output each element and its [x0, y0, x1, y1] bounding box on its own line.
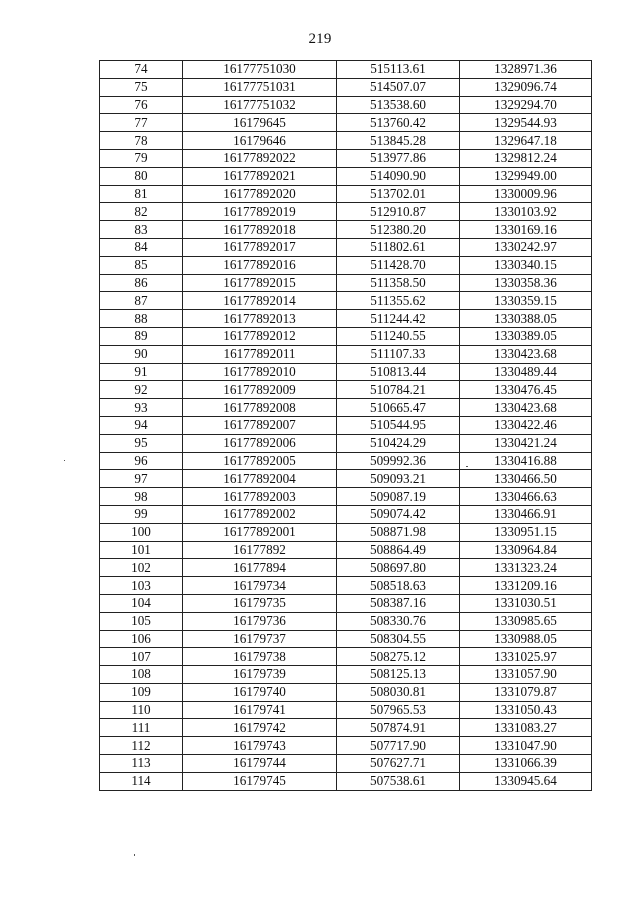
table-row	[100, 132, 592, 150]
row-number-cell: 104	[100, 594, 183, 612]
table-row	[100, 274, 592, 292]
y-coordinate-cell: 1328971.36	[460, 61, 592, 79]
table-row	[100, 149, 592, 167]
y-coordinate-cell: 1330489.44	[460, 363, 592, 381]
x-coordinate-cell: 508330.76	[337, 612, 460, 630]
row-number-cell: 89	[100, 327, 183, 345]
table-row	[100, 238, 592, 256]
row-number-cell: 96	[100, 452, 183, 470]
row-number-cell: 78	[100, 132, 183, 150]
row-number-cell: 85	[100, 256, 183, 274]
x-coordinate-cell: 507627.71	[337, 755, 460, 773]
row-number-cell: 97	[100, 470, 183, 488]
y-coordinate-cell: 1331047.90	[460, 737, 592, 755]
table-row	[100, 505, 592, 523]
x-coordinate-cell: 507965.53	[337, 701, 460, 719]
row-number-cell: 93	[100, 399, 183, 417]
x-coordinate-cell: 513977.86	[337, 149, 460, 167]
point-id-cell: 16179738	[183, 648, 337, 666]
table-row	[100, 772, 592, 790]
table-row	[100, 541, 592, 559]
y-coordinate-cell: 1330009.96	[460, 185, 592, 203]
row-number-cell: 90	[100, 345, 183, 363]
x-coordinate-cell: 514090.90	[337, 167, 460, 185]
row-number-cell: 74	[100, 61, 183, 79]
table-row	[100, 523, 592, 541]
row-number-cell: 92	[100, 381, 183, 399]
point-id-cell: 16177892007	[183, 416, 337, 434]
x-coordinate-cell: 510813.44	[337, 363, 460, 381]
point-id-cell: 16179737	[183, 630, 337, 648]
point-id-cell: 16177894	[183, 559, 337, 577]
x-coordinate-cell: 513760.42	[337, 114, 460, 132]
table-row	[100, 594, 592, 612]
table-row	[100, 630, 592, 648]
x-coordinate-cell: 514507.07	[337, 78, 460, 96]
row-number-cell: 101	[100, 541, 183, 559]
table-row	[100, 577, 592, 595]
point-id-cell: 16179742	[183, 719, 337, 737]
x-coordinate-cell: 511802.61	[337, 238, 460, 256]
x-coordinate-cell: 509992.36	[337, 452, 460, 470]
table-row	[100, 78, 592, 96]
table-row	[100, 327, 592, 345]
row-number-cell: 111	[100, 719, 183, 737]
x-coordinate-cell: 508125.13	[337, 666, 460, 684]
table-row	[100, 221, 592, 239]
y-coordinate-cell: 1330964.84	[460, 541, 592, 559]
y-coordinate-cell: 1330340.15	[460, 256, 592, 274]
y-coordinate-cell: 1330169.16	[460, 221, 592, 239]
row-number-cell: 82	[100, 203, 183, 221]
x-coordinate-cell: 508697.80	[337, 559, 460, 577]
x-coordinate-cell: 509087.19	[337, 488, 460, 506]
point-id-cell: 16177892005	[183, 452, 337, 470]
table-row	[100, 292, 592, 310]
table-row	[100, 488, 592, 506]
x-coordinate-cell: 511244.42	[337, 310, 460, 328]
y-coordinate-cell: 1330103.92	[460, 203, 592, 221]
y-coordinate-cell: 1331083.27	[460, 719, 592, 737]
y-coordinate-cell: 1329096.74	[460, 78, 592, 96]
table-row	[100, 363, 592, 381]
x-coordinate-cell: 507717.90	[337, 737, 460, 755]
table-row	[100, 61, 592, 79]
y-coordinate-cell: 1331057.90	[460, 666, 592, 684]
y-coordinate-cell: 1331030.51	[460, 594, 592, 612]
y-coordinate-cell: 1330466.63	[460, 488, 592, 506]
point-id-cell: 16177751030	[183, 61, 337, 79]
y-coordinate-cell: 1330466.91	[460, 505, 592, 523]
point-id-cell: 16177892	[183, 541, 337, 559]
row-number-cell: 95	[100, 434, 183, 452]
row-number-cell: 99	[100, 505, 183, 523]
row-number-cell: 80	[100, 167, 183, 185]
x-coordinate-cell: 513702.01	[337, 185, 460, 203]
row-number-cell: 88	[100, 310, 183, 328]
x-coordinate-cell: 508871.98	[337, 523, 460, 541]
y-coordinate-cell: 1331025.97	[460, 648, 592, 666]
table-row	[100, 167, 592, 185]
table-row	[100, 666, 592, 684]
row-number-cell: 107	[100, 648, 183, 666]
point-id-cell: 16179743	[183, 737, 337, 755]
y-coordinate-cell: 1331050.43	[460, 701, 592, 719]
x-coordinate-cell: 510784.21	[337, 381, 460, 399]
table-row	[100, 114, 592, 132]
x-coordinate-cell: 510424.29	[337, 434, 460, 452]
y-coordinate-cell: 1330951.15	[460, 523, 592, 541]
y-coordinate-cell: 1330476.45	[460, 381, 592, 399]
table-row	[100, 559, 592, 577]
row-number-cell: 79	[100, 149, 183, 167]
y-coordinate-cell: 1329544.93	[460, 114, 592, 132]
row-number-cell: 102	[100, 559, 183, 577]
row-number-cell: 94	[100, 416, 183, 434]
row-number-cell: 100	[100, 523, 183, 541]
x-coordinate-cell: 511107.33	[337, 345, 460, 363]
table-row	[100, 612, 592, 630]
row-number-cell: 114	[100, 772, 183, 790]
row-number-cell: 106	[100, 630, 183, 648]
row-number-cell: 98	[100, 488, 183, 506]
point-id-cell: 16177892015	[183, 274, 337, 292]
point-id-cell: 16177892012	[183, 327, 337, 345]
point-id-cell: 16179646	[183, 132, 337, 150]
x-coordinate-cell: 508864.49	[337, 541, 460, 559]
y-coordinate-cell: 1330359.15	[460, 292, 592, 310]
point-id-cell: 16177892010	[183, 363, 337, 381]
y-coordinate-cell: 1329812.24	[460, 149, 592, 167]
point-id-cell: 16179745	[183, 772, 337, 790]
point-id-cell: 16177892021	[183, 167, 337, 185]
table-row	[100, 434, 592, 452]
row-number-cell: 91	[100, 363, 183, 381]
point-id-cell: 16179645	[183, 114, 337, 132]
x-coordinate-cell: 510544.95	[337, 416, 460, 434]
coordinates-table	[99, 60, 592, 791]
table-row	[100, 452, 592, 470]
point-id-cell: 16177892016	[183, 256, 337, 274]
x-coordinate-cell: 515113.61	[337, 61, 460, 79]
point-id-cell: 16177892001	[183, 523, 337, 541]
x-coordinate-cell: 510665.47	[337, 399, 460, 417]
x-coordinate-cell: 507874.91	[337, 719, 460, 737]
y-coordinate-cell: 1330389.05	[460, 327, 592, 345]
row-number-cell: 105	[100, 612, 183, 630]
table-row	[100, 310, 592, 328]
y-coordinate-cell: 1330421.24	[460, 434, 592, 452]
point-id-cell: 16179735	[183, 594, 337, 612]
y-coordinate-cell: 1331209.16	[460, 577, 592, 595]
y-coordinate-cell: 1329294.70	[460, 96, 592, 114]
row-number-cell: 81	[100, 185, 183, 203]
point-id-cell: 16177892003	[183, 488, 337, 506]
page-number: 219	[308, 31, 332, 47]
row-number-cell: 109	[100, 683, 183, 701]
y-coordinate-cell: 1329647.18	[460, 132, 592, 150]
row-number-cell: 83	[100, 221, 183, 239]
y-coordinate-cell: 1330416.88	[460, 452, 592, 470]
row-number-cell: 76	[100, 96, 183, 114]
row-number-cell: 86	[100, 274, 183, 292]
table-row	[100, 345, 592, 363]
table-row	[100, 185, 592, 203]
y-coordinate-cell: 1331066.39	[460, 755, 592, 773]
y-coordinate-cell: 1330423.68	[460, 399, 592, 417]
x-coordinate-cell: 508030.81	[337, 683, 460, 701]
table-row	[100, 719, 592, 737]
point-id-cell: 16179739	[183, 666, 337, 684]
x-coordinate-cell: 511358.50	[337, 274, 460, 292]
y-coordinate-cell: 1330422.46	[460, 416, 592, 434]
row-number-cell: 110	[100, 701, 183, 719]
x-coordinate-cell: 509093.21	[337, 470, 460, 488]
point-id-cell: 16177892004	[183, 470, 337, 488]
table-row	[100, 203, 592, 221]
y-coordinate-cell: 1330388.05	[460, 310, 592, 328]
row-number-cell: 113	[100, 755, 183, 773]
table-row	[100, 683, 592, 701]
point-id-cell: 16179744	[183, 755, 337, 773]
point-id-cell: 16177892022	[183, 149, 337, 167]
x-coordinate-cell: 511240.55	[337, 327, 460, 345]
y-coordinate-cell: 1329949.00	[460, 167, 592, 185]
y-coordinate-cell: 1330945.64	[460, 772, 592, 790]
table-row	[100, 648, 592, 666]
point-id-cell: 16177892008	[183, 399, 337, 417]
y-coordinate-cell: 1331323.24	[460, 559, 592, 577]
point-id-cell: 16179734	[183, 577, 337, 595]
y-coordinate-cell: 1330466.50	[460, 470, 592, 488]
row-number-cell: 84	[100, 238, 183, 256]
row-number-cell: 112	[100, 737, 183, 755]
y-coordinate-cell: 1331079.87	[460, 683, 592, 701]
table-row	[100, 256, 592, 274]
table-row	[100, 737, 592, 755]
y-coordinate-cell: 1330988.05	[460, 630, 592, 648]
point-id-cell: 16179741	[183, 701, 337, 719]
x-coordinate-cell: 513845.28	[337, 132, 460, 150]
scan-speck	[134, 854, 135, 856]
y-coordinate-cell: 1330423.68	[460, 345, 592, 363]
table-row	[100, 96, 592, 114]
table-row	[100, 470, 592, 488]
point-id-cell: 16177892002	[183, 505, 337, 523]
point-id-cell: 16177892018	[183, 221, 337, 239]
point-id-cell: 16177892014	[183, 292, 337, 310]
y-coordinate-cell: 1330985.65	[460, 612, 592, 630]
point-id-cell: 16177892009	[183, 381, 337, 399]
y-coordinate-cell: 1330242.97	[460, 238, 592, 256]
x-coordinate-cell: 507538.61	[337, 772, 460, 790]
x-coordinate-cell: 508387.16	[337, 594, 460, 612]
x-coordinate-cell: 511355.62	[337, 292, 460, 310]
table-row	[100, 416, 592, 434]
row-number-cell: 75	[100, 78, 183, 96]
x-coordinate-cell: 513538.60	[337, 96, 460, 114]
scan-speck	[64, 460, 65, 461]
point-id-cell: 16177892017	[183, 238, 337, 256]
row-number-cell: 103	[100, 577, 183, 595]
row-number-cell: 77	[100, 114, 183, 132]
x-coordinate-cell: 511428.70	[337, 256, 460, 274]
point-id-cell: 16177892006	[183, 434, 337, 452]
point-id-cell: 16179736	[183, 612, 337, 630]
x-coordinate-cell: 508275.12	[337, 648, 460, 666]
point-id-cell: 16177751031	[183, 78, 337, 96]
point-id-cell: 16179740	[183, 683, 337, 701]
table-row	[100, 701, 592, 719]
point-id-cell: 16177892020	[183, 185, 337, 203]
x-coordinate-cell: 508518.63	[337, 577, 460, 595]
point-id-cell: 16177751032	[183, 96, 337, 114]
row-number-cell: 87	[100, 292, 183, 310]
x-coordinate-cell: 512380.20	[337, 221, 460, 239]
row-number-cell: 108	[100, 666, 183, 684]
table-body	[100, 61, 592, 791]
table-row	[100, 755, 592, 773]
y-coordinate-cell: 1330358.36	[460, 274, 592, 292]
x-coordinate-cell: 512910.87	[337, 203, 460, 221]
table-row	[100, 399, 592, 417]
scan-speck	[466, 466, 468, 467]
point-id-cell: 16177892011	[183, 345, 337, 363]
point-id-cell: 16177892013	[183, 310, 337, 328]
x-coordinate-cell: 508304.55	[337, 630, 460, 648]
x-coordinate-cell: 509074.42	[337, 505, 460, 523]
table-row	[100, 381, 592, 399]
point-id-cell: 16177892019	[183, 203, 337, 221]
